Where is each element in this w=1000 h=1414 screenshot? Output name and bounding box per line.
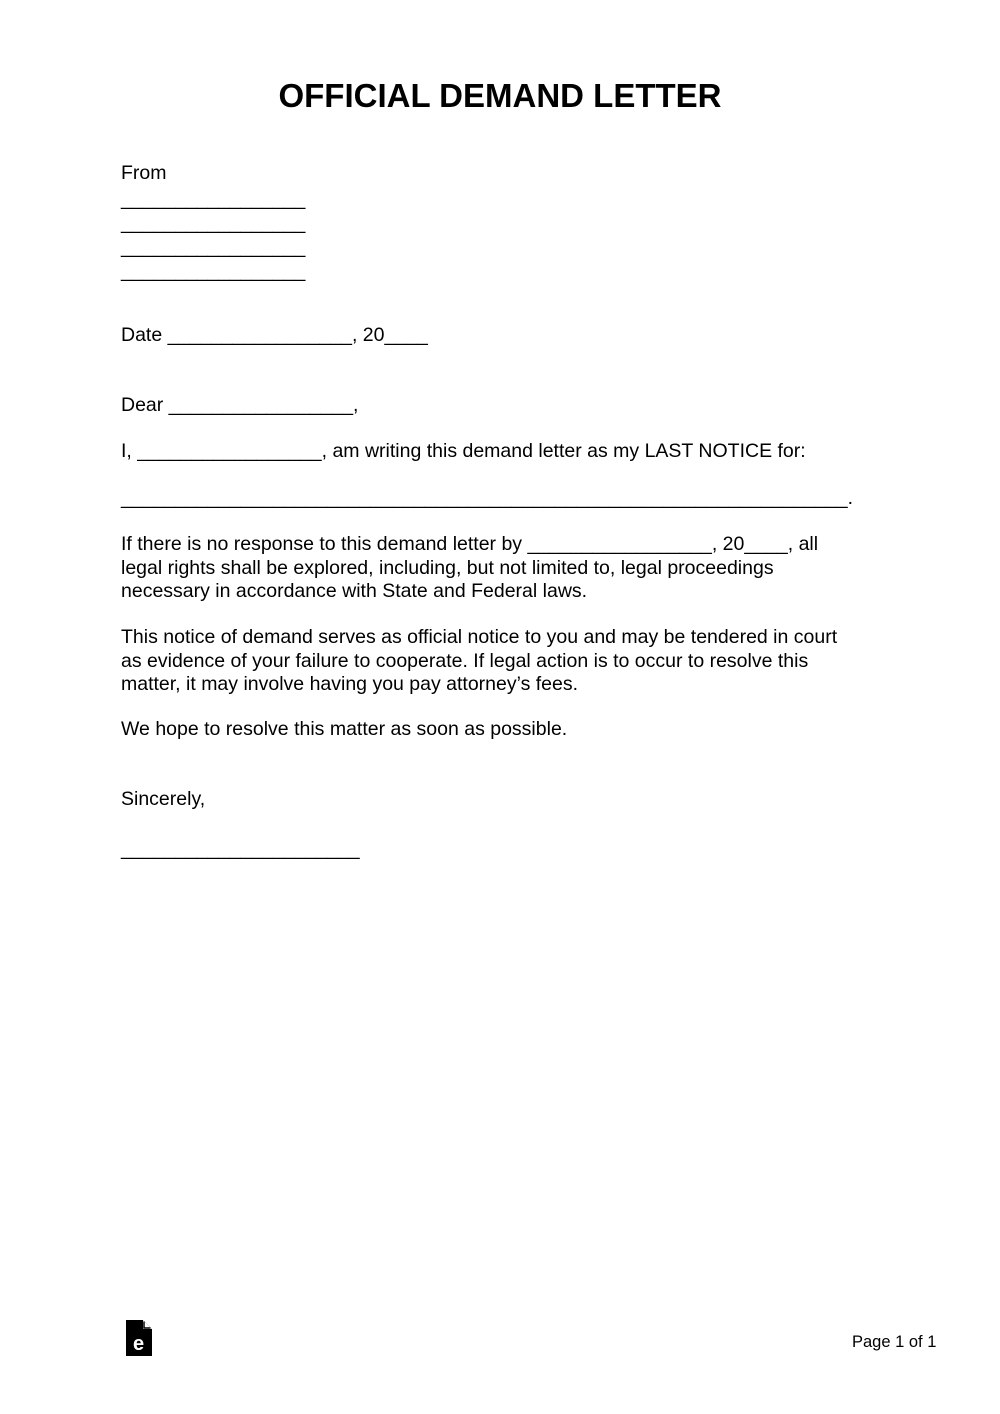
salutation: Dear _________________,: [121, 394, 359, 416]
closing-sentence: We hope to resolve this matter as soon as possible.: [121, 718, 568, 740]
reason-blank-line: ___________________________________________________________________.: [121, 487, 854, 509]
paragraph-line: necessary in accordance with State and Federal laws.: [121, 580, 588, 602]
eforms-logo-icon: [126, 1320, 152, 1356]
paragraph-line: as evidence of your failure to cooperate. If legal action is to occur to resolve this: [121, 649, 809, 672]
paragraph-line: If there is no response to this demand letter by _________________, 20____, all: [121, 533, 819, 555]
from-address-line-2: _________________: [121, 212, 306, 234]
response-deadline-paragraph: [121, 533, 921, 604]
official-notice-paragraph: [121, 626, 921, 697]
from-address-line-4: _________________: [121, 260, 306, 282]
paragraph-line: matter, it may involve having you pay attorney’s fees.: [121, 673, 579, 695]
page-number: Page 1 of 1: [852, 1333, 937, 1351]
sign-off: Sincerely,: [121, 788, 206, 810]
signature-line: ______________________: [121, 838, 360, 860]
paragraph-line: This notice of demand serves as official notice to you and may be tendered in court: [121, 626, 838, 648]
document-title: OFFICIAL DEMAND LETTER: [278, 77, 722, 114]
from-address-line-3: _________________: [121, 236, 306, 258]
date-line: Date _________________, 20____: [121, 324, 428, 346]
svg-text:e: e: [132, 1333, 145, 1355]
paragraph-line: legal rights shall be explored, including, but not limited to, legal proceedings: [121, 556, 774, 579]
intro-line: I, _________________, am writing this demand letter as my LAST NOTICE for:: [121, 440, 806, 462]
from-address-line-1: _________________: [121, 188, 306, 210]
from-label: From: [121, 162, 167, 184]
